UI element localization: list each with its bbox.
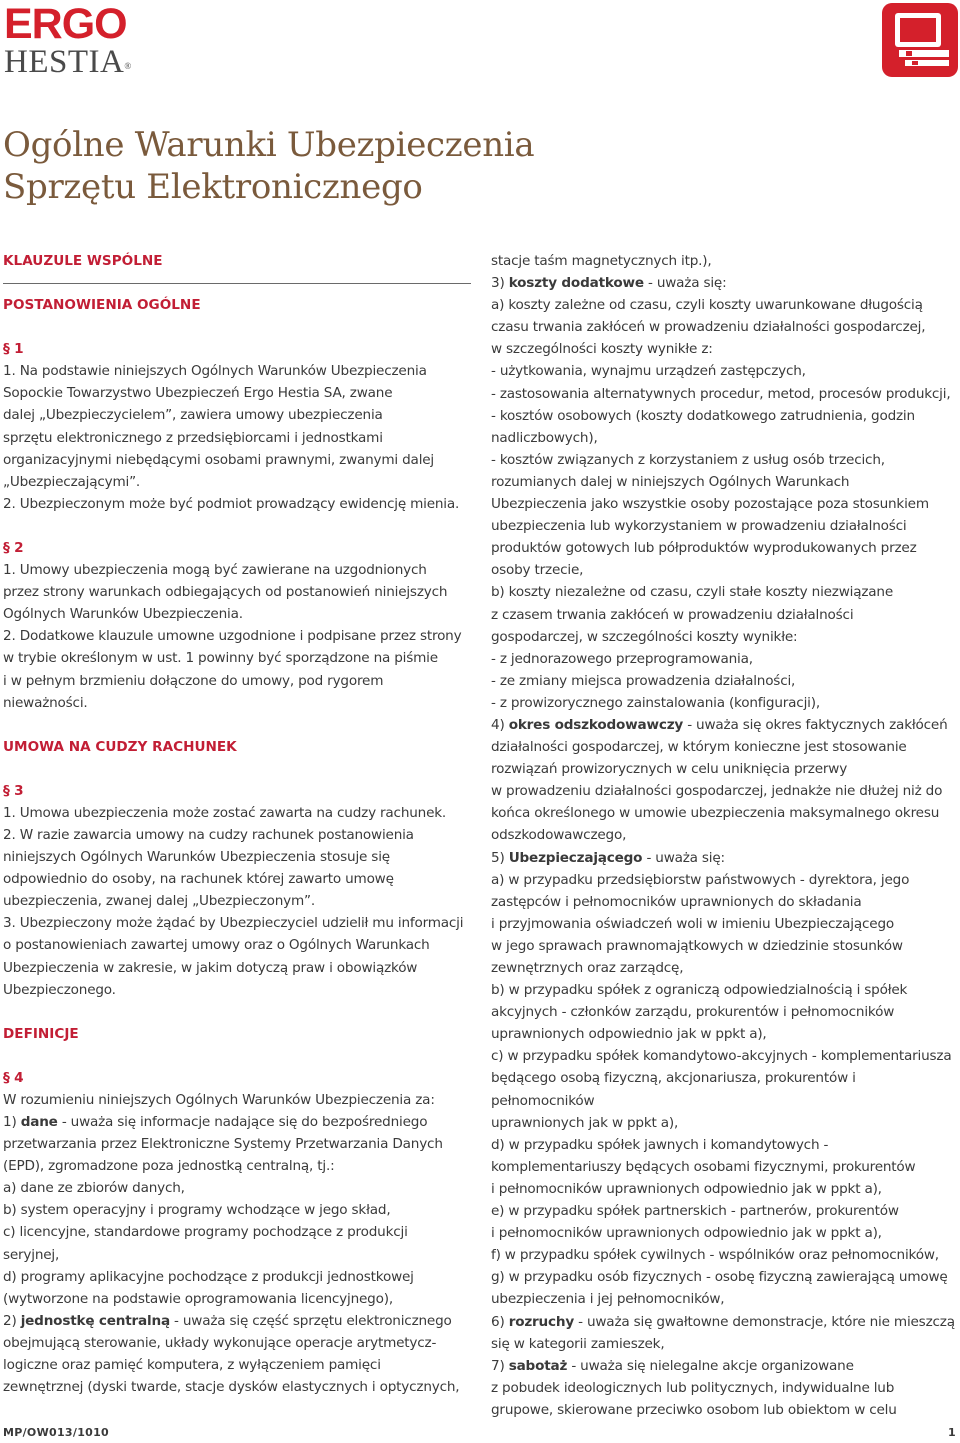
definition-6-term: rozruchy <box>508 1313 575 1330</box>
logo-ergo-text: ERGO <box>4 0 127 48</box>
computer-icon <box>882 3 958 77</box>
definition-7-number: 7) <box>491 1357 509 1374</box>
paragraph-number-1: § 1 <box>3 341 24 358</box>
section-heading-general: POSTANOWIENIA OGÓLNE <box>3 297 201 314</box>
spacer <box>3 316 471 338</box>
definition-6 <box>491 1311 960 1355</box>
definition-3-text: - uważa się: <box>643 275 727 292</box>
definition-4-number: 4) <box>491 716 509 733</box>
definition-4-term: okres odszkodowawczy <box>508 716 684 733</box>
definition-2-text: - uważa się część sprzętu elektronicznego obejmującą sterowanie, układy wykonujące operacje arytmetycz- logiczne oraz pamięć komputera, z wyłączeniem pamięci zewnętrznej (dyski twarde, stacje dysków elastycznych i optycznych, <box>3 1312 460 1396</box>
definition-2-continuation: stacje taśm magnetycznych itp.), <box>491 253 712 269</box>
paragraph-number-3: § 3 <box>3 782 24 799</box>
paragraph-1-item-2: 2. Ubezpieczonym może być podmiot prowadzący ewidencję mienia. <box>3 495 460 512</box>
computer-icon-graphic <box>882 3 958 77</box>
definition-4-text: - uważa się okres faktycznych zakłóceń działalności gospodarczej, w którym konieczne jest stosowanie rozwiązań prowizorycznych w celu uniknięcia przerwy w prowadzeniu działalności gospodarczej, jednakże nie dłużej niż do końca określonego w umowie ubezpieczenia maksymalnego okresu odszkodowawczego, <box>491 716 948 844</box>
definition-1-item-c: c) licencyjne, standardowe programy pochodzące z produkcji seryjnej, <box>3 1224 408 1263</box>
definition-1-number: 1) <box>3 1114 21 1130</box>
paragraph-number-4: § 4 <box>3 1069 24 1086</box>
spacer <box>3 1001 471 1023</box>
paragraph-3-item-2: 2. W razie zawarcia umowy na cudzy rachunek postanowienia niniejszych Ogólnych Warunków Ubezpieczenia stosuje się odpowiednio do osoby, na rachunek której zawarto umowę ubezpieczenia, zwanej dalej „Ubezpieczonym”. <box>3 826 414 910</box>
paragraph-3-item-3: 3. Ubezpieczony może żądać by Ubezpieczyciel udzielił mu informacji o postanowieniach zawartej umowy oraz o Ogólnych Warunkach Ubezpieczenia w zakresie, w jakim dotyczą praw i obowiązków Ubezpieczonego. <box>3 915 464 998</box>
definition-1-item-b: b) system operacyjny i programy wchodzące w jego skład, <box>3 1202 391 1219</box>
definition-2-number: 2) <box>3 1312 21 1329</box>
paragraph-2-item-1: 1. Umowy ubezpieczenia mogą być zawierane na uzgodnionych przez strony warunkach odbiegających od postanowień niniejszych Ogólnych Warunków Ubezpieczenia. <box>3 562 448 623</box>
registered-mark: ® <box>124 61 132 71</box>
paragraph-2-item-2: 2. Dodatkowe klauzule umowne uzgodnione i podpisane przez strony w trybie określonym w ust. 1 powinny być sporządzone na piśmie i w pełnym brzmieniu dołączone do umowy, pod rygorem nieważności. <box>3 628 462 711</box>
definition-1-text: - uważa się informacje nadające się do bezpośredniego przetwarzania przez Elektroniczne Systemy Przetwarzania Danych (EPD), zgromadzone poza jednostką centralną, tj.: <box>3 1114 443 1175</box>
logo-hestia-word: HESTIA <box>4 44 125 80</box>
definition-5-number: 5) <box>491 849 509 866</box>
definitions-intro: W rozumieniu niniejszych Ogólnych Warunków Ubezpieczenia za: <box>3 1091 435 1108</box>
definition-7-term: sabotaż <box>508 1357 568 1374</box>
section-heading-definitions: DEFINICJE <box>3 1025 79 1042</box>
definition-2-term: jednostkę centralną <box>20 1312 170 1329</box>
divider <box>3 283 471 284</box>
definition-3-number: 3) <box>491 275 509 292</box>
definition-3-term: koszty dodatkowe <box>508 275 644 292</box>
right-column <box>491 250 960 1421</box>
paragraph-number-2: § 2 <box>3 539 24 556</box>
definition-2 <box>3 1310 471 1398</box>
definition-3 <box>491 272 960 294</box>
definition-6-text: - uważa się gwałtowne demonstracje, które nie mieszczą się w kategorii zamieszek, <box>491 1313 955 1352</box>
definition-7-text: - uważa się nielegalne akcje organizowane z pobudek ideologicznych lub politycznych, indywidualne lub grupowe, skierowane przeciwko osobom lub obiektom w celu <box>491 1357 897 1418</box>
definition-3-item-a: a) koszty zależne od czasu, czyli koszty uwarunkowane długością czasu trwania zakłóceń w prowadzeniu działalności gospodarczej, w szczególności koszty wynikłe z: - użytkowania, wynajmu urządzeń zastępczych, - zastosowania alternatywnych procedur, metod, procesów produkcji, - kosztów osobowych (koszty dodatkowego zatrudnienia, godzin nadliczbowych), - kosztów związanych z korzystaniem z usług osób trzecich, rozumianych dalej w niniejszych Ogólnych Warunkach Ubezpieczenia jako wszystkie osoby pozostające poza stosunkiem ubezpieczenia lub wykorzystaniem w prowadzeniu działalności produktów gotowych lub półproduktów wyprodukowanych przez osoby trzecie, <box>491 297 951 579</box>
definition-4 <box>491 714 960 847</box>
ergo-hestia-logo <box>4 0 132 80</box>
section-heading-foreign-account: UMOWA NA CUDZY RACHUNEK <box>3 738 237 755</box>
page-number: 1 <box>948 1426 956 1439</box>
definition-1 <box>3 1111 471 1177</box>
spacer <box>3 758 471 780</box>
title-line-1: Ogólne Warunki Ubezpieczenia <box>3 125 535 165</box>
definition-3-item-b: b) koszty niezależne od czasu, czyli stałe koszty niezwiązane z czasem trwania zakłóceń w prowadzeniu działalności gospodarczej, w szczególności koszty wynikłe: - z jednorazowego przeprogramowania, - ze zmiany miejsca prowadzenia działalności, - z prowizorycznego zainstalowania (konfiguracji), <box>491 584 894 711</box>
definition-5 <box>491 847 960 869</box>
left-column <box>3 250 471 1398</box>
title-line-2: Sprzętu Elektronicznego <box>3 167 423 207</box>
definition-1-item-d: d) programy aplikacyjne pochodzące z produkcji jednostkowej (wytworzone na podstawie oprogramowania licencyjnego), <box>3 1268 414 1307</box>
definition-1-item-a: a) dane ze zbiorów danych, <box>3 1180 185 1197</box>
definition-6-number: 6) <box>491 1313 509 1330</box>
spacer <box>3 515 471 537</box>
paragraph-1-item-1: 1. Na podstawie niniejszych Ogólnych Warunków Ubezpieczenia Sopockie Towarzystwo Ubezpieczeń Ergo Hestia SA, zwane dalej „Ubezpieczycielem”, zawiera umowy ubezpieczenia sprzętu elektronicznego z przedsiębiorcami i jednostkami organizacyjnymi niebędącymi osobami prawnymi, zwanymi dalej „Ubezpieczającymi”. <box>3 363 435 490</box>
definition-5-text: - uważa się: <box>642 849 725 866</box>
paragraph-3-item-1: 1. Umowa ubezpieczenia może zostać zawarta na cudzy rachunek. <box>3 804 447 821</box>
definition-5-term: Ubezpieczającego <box>508 849 643 866</box>
spacer <box>3 714 471 736</box>
section-heading-common: KLAUZULE WSPÓLNE <box>3 253 163 269</box>
definition-5-list: a) w przypadku przedsiębiorstw państwowych - dyrektora, jego zastępców i pełnomocników uprawnionych do składania i przyjmowania oświadczeń woli w imieniu Ubezpieczającego w jego sprawach prawnomajątkowych w dziedzinie stosunków zewnętrznych oraz zarządcę, b) w przypadku spółek z ograniczą odpowiedzialnością i spółek akcyjnych - członków zarządu, prokurentów i pełnomocników uprawnionych odpowiednio jak w ppkt a), c) w przypadku spółek komandytowo-akcyjnych - komplementariusza będącego osobą fizyczną, akcjonariusza, prokurentów i pełnomocników uprawnionych jak w ppkt a), d) w przypadku spółek jawnych i komandytowych - komplementariuszy będących osobami fizycznymi, prokurentów i pełnomocników uprawnionych odpowiednio jak w ppkt a), e) w przypadku spółek partnerskich - partnerów, prokurentów i pełnomocników uprawnionych odpowiednio jak w ppkt a), f) w przypadku spółek cywilnych - wspólników oraz pełnomocników, g) w przypadku osób fizycznych - osobę fizyczną zawierającą umowę ubezpieczenia i jej pełnomocników, <box>491 871 952 1308</box>
document-code: MP/OW013/1010 <box>3 1426 110 1439</box>
definition-1-term: dane <box>20 1114 58 1130</box>
definition-7 <box>491 1355 960 1421</box>
logo-hestia-text <box>4 44 132 80</box>
document-title <box>3 124 623 208</box>
spacer <box>3 1045 471 1067</box>
